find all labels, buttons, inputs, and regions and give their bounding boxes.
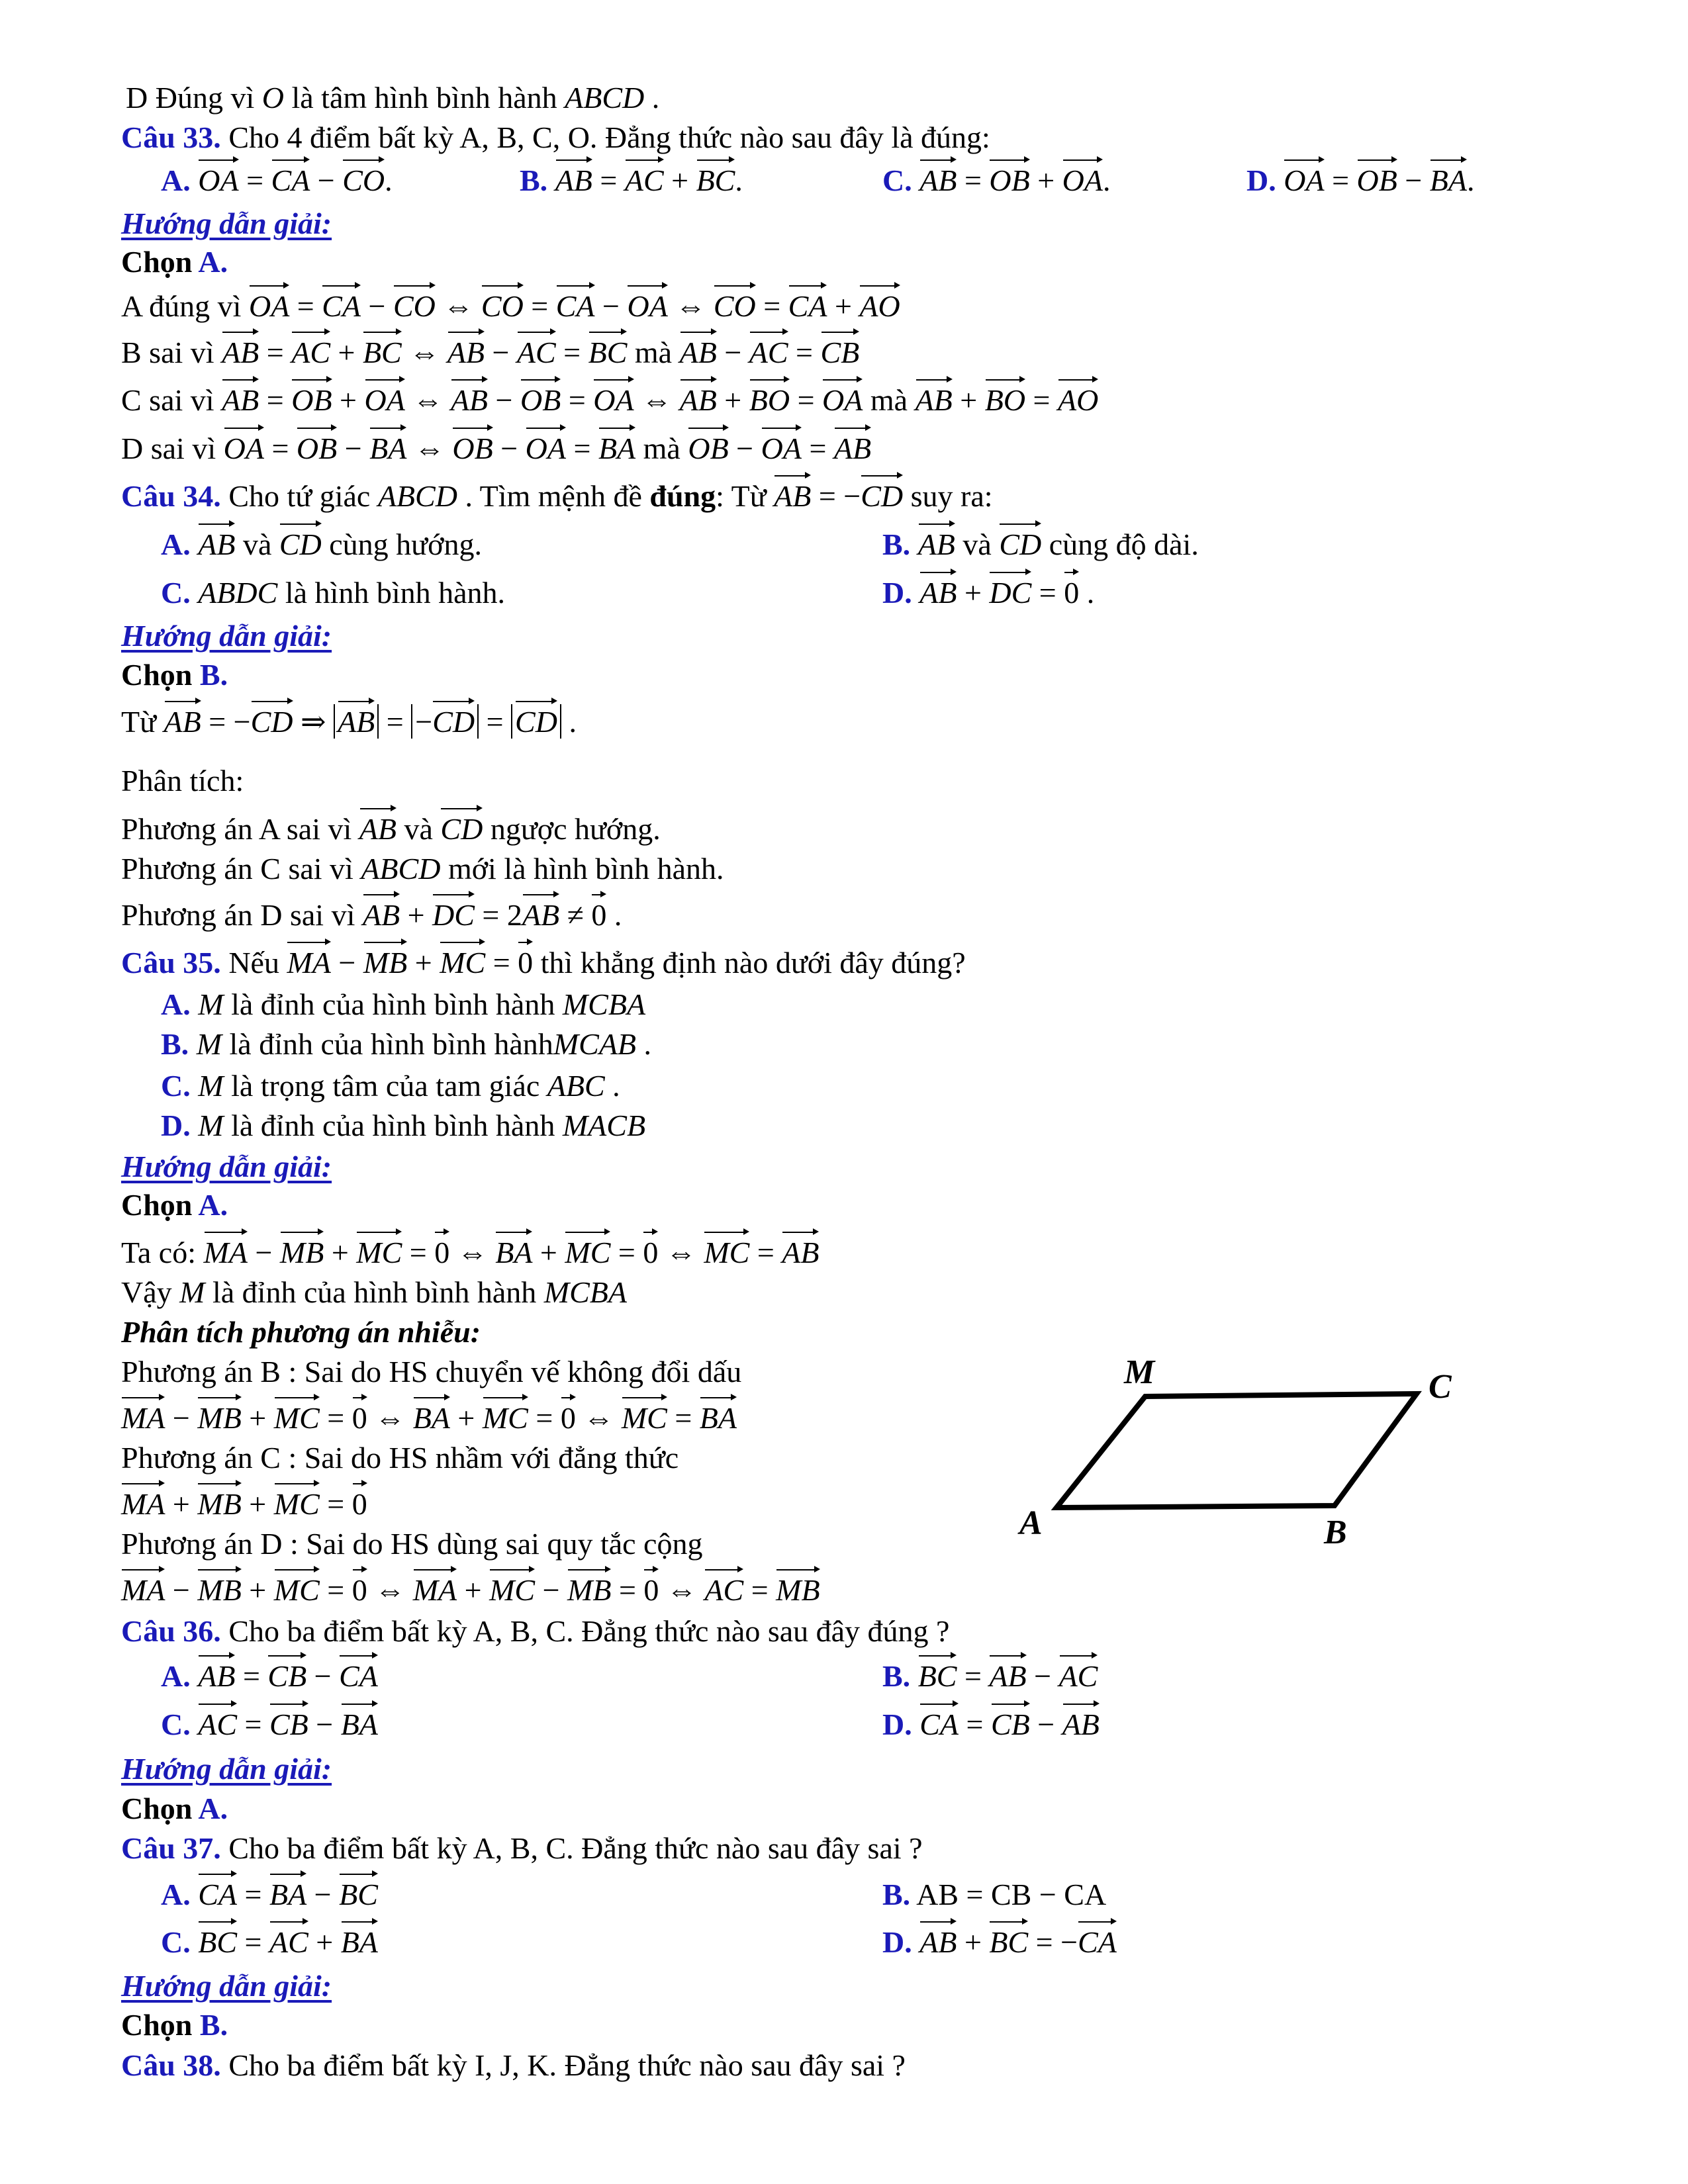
q37-option-a: A. CA = BA − BC xyxy=(161,1876,378,1913)
answer-choice xyxy=(121,2007,228,2044)
answer-choice xyxy=(121,657,228,694)
option-label: D. xyxy=(1246,163,1276,197)
solution-line: MA − MB + MC = 0 ⇔ MA + MC − MB = 0 ⇔ AC = MB xyxy=(121,1572,820,1609)
answer-value: A. xyxy=(198,1188,228,1222)
answer-label: Chọn xyxy=(121,2008,193,2042)
option-label: C. xyxy=(882,163,912,197)
solution-heading: Hướng dẫn giải: xyxy=(121,1150,332,1183)
option-label: B. xyxy=(520,163,548,197)
question-36-title xyxy=(121,1613,949,1650)
option-label: D. xyxy=(882,576,912,610)
option-label: C. xyxy=(161,1925,191,1959)
solution-line: Từ AB = −CD ⇒ AB = −CD = CD . xyxy=(121,704,577,741)
question-34-title: Câu 34. Cho tứ giác ABCD . Tìm mệnh đề đúng: Từ AB = −CD suy ra: xyxy=(121,478,993,515)
question-label: Câu 36. xyxy=(121,1614,221,1648)
option-label: C. xyxy=(161,1707,191,1741)
line-conclusion-q32: D Đúng vì O là tâm hình bình hành ABCD . xyxy=(126,81,660,114)
q33-option-b: B. AB = AC + BC. xyxy=(520,162,743,199)
parallelogram-figure xyxy=(1013,1350,1489,1569)
q36-option-b: B. BC = AB − AC xyxy=(882,1658,1098,1695)
vertex-label-c: C xyxy=(1429,1368,1452,1406)
q37-option-b xyxy=(882,1876,1106,1913)
question-text: Cho 4 điểm bất kỳ A, B, C, O. Đẳng thức nào sau đây là đúng: xyxy=(228,120,990,154)
option-label: D. xyxy=(882,1925,912,1959)
solution-line: B sai vì AB = AC + BC ⇔ AB − AC = BC mà AB − AC = CB xyxy=(121,334,859,371)
option-label: B. xyxy=(882,1878,911,1911)
solution-line: Ta có: MA − MB + MC = 0 ⇔ BA + MC = 0 ⇔ MC = AB xyxy=(121,1234,819,1271)
q35-option-c: C. M là trọng tâm của tam giác ABC . xyxy=(161,1069,620,1103)
q36-option-d: D. CA = CB − AB xyxy=(882,1706,1100,1743)
answer-label: Chọn xyxy=(121,245,193,279)
question-label: Câu 34. xyxy=(121,479,221,513)
option-label: A. xyxy=(161,163,191,197)
solution-line: Phương án D : Sai do HS dùng sai quy tắc cộng xyxy=(121,1527,703,1561)
q35-option-b: B. M là đỉnh của hình bình hànhMCAB . xyxy=(161,1027,652,1061)
question-label: Câu 38. xyxy=(121,2048,221,2082)
answer-value: A. xyxy=(198,245,228,279)
question-37-title xyxy=(121,1830,923,1867)
q34-option-a: A. AB và CD cùng hướng. xyxy=(161,526,482,563)
solution-line: Phương án D sai vì AB + DC = 2AB ≠ 0 . xyxy=(121,897,622,934)
q35-option-a: A. M là đỉnh của hình bình hành MCBA xyxy=(161,987,646,1021)
answer-value: B. xyxy=(199,658,228,692)
question-38-title xyxy=(121,2047,906,2084)
question-label: Câu 33. xyxy=(121,120,221,154)
solution-line: Vậy M là đỉnh của hình bình hành MCBA xyxy=(121,1275,627,1309)
solution-line: C sai vì AB = OB + OA ⇔ AB − OB = OA ⇔ AB + BO = OA mà AB + BO = AO xyxy=(121,382,1098,419)
answer-choice xyxy=(121,244,228,281)
option-label: B. xyxy=(882,527,911,561)
q34-option-c: C. ABDC là hình bình hành. xyxy=(161,576,506,610)
vertex-label-m: M xyxy=(1124,1353,1155,1391)
question-35-title: Câu 35. Nếu MA − MB + MC = 0 thì khẳng định nào dưới đây đúng? xyxy=(121,944,966,981)
option-label: A. xyxy=(161,1878,191,1911)
solution-line: A đúng vì OA = CA − CO ⇔ CO = CA − OA ⇔ CO = CA + AO xyxy=(121,288,900,325)
q34-option-b: B. AB và CD cùng độ dài. xyxy=(882,526,1199,563)
vertex-label-a: A xyxy=(1019,1504,1043,1542)
answer-label: Chọn xyxy=(121,658,193,692)
analysis-heading: Phân tích: xyxy=(121,764,244,797)
question-text: Cho ba điểm bất kỳ I, J, K. Đẳng thức nào sau đây sai ? xyxy=(228,2048,906,2082)
option-label: B. xyxy=(882,1659,911,1693)
solution-heading: Hướng dẫn giải: xyxy=(121,1752,332,1786)
question-label: Câu 37. xyxy=(121,1831,221,1865)
solution-line: MA − MB + MC = 0 ⇔ BA + MC = 0 ⇔ MC = BA xyxy=(121,1400,737,1437)
solution-line: D sai vì OA = OB − BA ⇔ OB − OA = BA mà OB − OA = AB xyxy=(121,430,871,467)
parallelogram-shape xyxy=(1056,1394,1417,1508)
q36-option-c: C. AC = CB − BA xyxy=(161,1706,378,1743)
q33-option-c: C. AB = OB + OA. xyxy=(882,162,1111,199)
option-label: A. xyxy=(161,1659,191,1693)
q34-option-d: D. AB + DC = 0 . xyxy=(882,574,1094,612)
question-label: Câu 35. xyxy=(121,946,221,979)
q36-option-a: A. AB = CB − CA xyxy=(161,1658,378,1695)
q37-option-d: D. AB + BC = −CA xyxy=(882,1924,1117,1961)
answer-label: Chọn xyxy=(121,1188,193,1222)
option-label: C. xyxy=(161,1069,191,1103)
solution-line: Phương án B : Sai do HS chuyển vế không đổi dấu xyxy=(121,1355,742,1388)
option-label: C. xyxy=(161,576,191,610)
option-label: A. xyxy=(161,527,191,561)
distractor-analysis-heading: Phân tích phương án nhiễu: xyxy=(121,1315,481,1349)
option-label: D. xyxy=(161,1109,191,1142)
answer-value: B. xyxy=(199,2008,228,2042)
solution-heading: Hướng dẫn giải: xyxy=(121,206,332,240)
solution-line: Phương án C sai vì ABCD mới là hình bình hành. xyxy=(121,852,724,886)
solution-heading: Hướng dẫn giải: xyxy=(121,1969,332,2003)
q35-option-d: D. M là đỉnh của hình bình hành MACB xyxy=(161,1109,646,1142)
question-text: Cho ba điểm bất kỳ A, B, C. Đẳng thức nào sau đây sai ? xyxy=(228,1831,923,1865)
answer-choice xyxy=(121,1790,228,1827)
answer-choice xyxy=(121,1187,228,1224)
answer-value: A. xyxy=(198,1792,228,1825)
question-33-title xyxy=(121,119,990,156)
answer-label: Chọn xyxy=(121,1792,193,1825)
q33-option-d: D. OA = OB − BA. xyxy=(1246,162,1475,199)
solution-heading: Hướng dẫn giải: xyxy=(121,619,332,653)
solution-line: MA + MB + MC = 0 xyxy=(121,1486,367,1523)
option-label: D. xyxy=(882,1707,912,1741)
q37-option-c: C. BC = AC + BA xyxy=(161,1924,378,1961)
question-text: Cho ba điểm bất kỳ A, B, C. Đẳng thức nào sau đây đúng ? xyxy=(228,1614,950,1648)
solution-line: Phương án C : Sai do HS nhầm với đẳng thức xyxy=(121,1441,679,1475)
vertex-label-b: B xyxy=(1324,1514,1347,1551)
option-text: AB = CB − CA xyxy=(916,1878,1107,1911)
option-label: B. xyxy=(161,1027,189,1061)
solution-line: Phương án A sai vì AB và CD ngược hướng. xyxy=(121,811,661,848)
q33-option-a: A. OA = CA − CO. xyxy=(161,162,393,199)
option-label: A. xyxy=(161,987,191,1021)
